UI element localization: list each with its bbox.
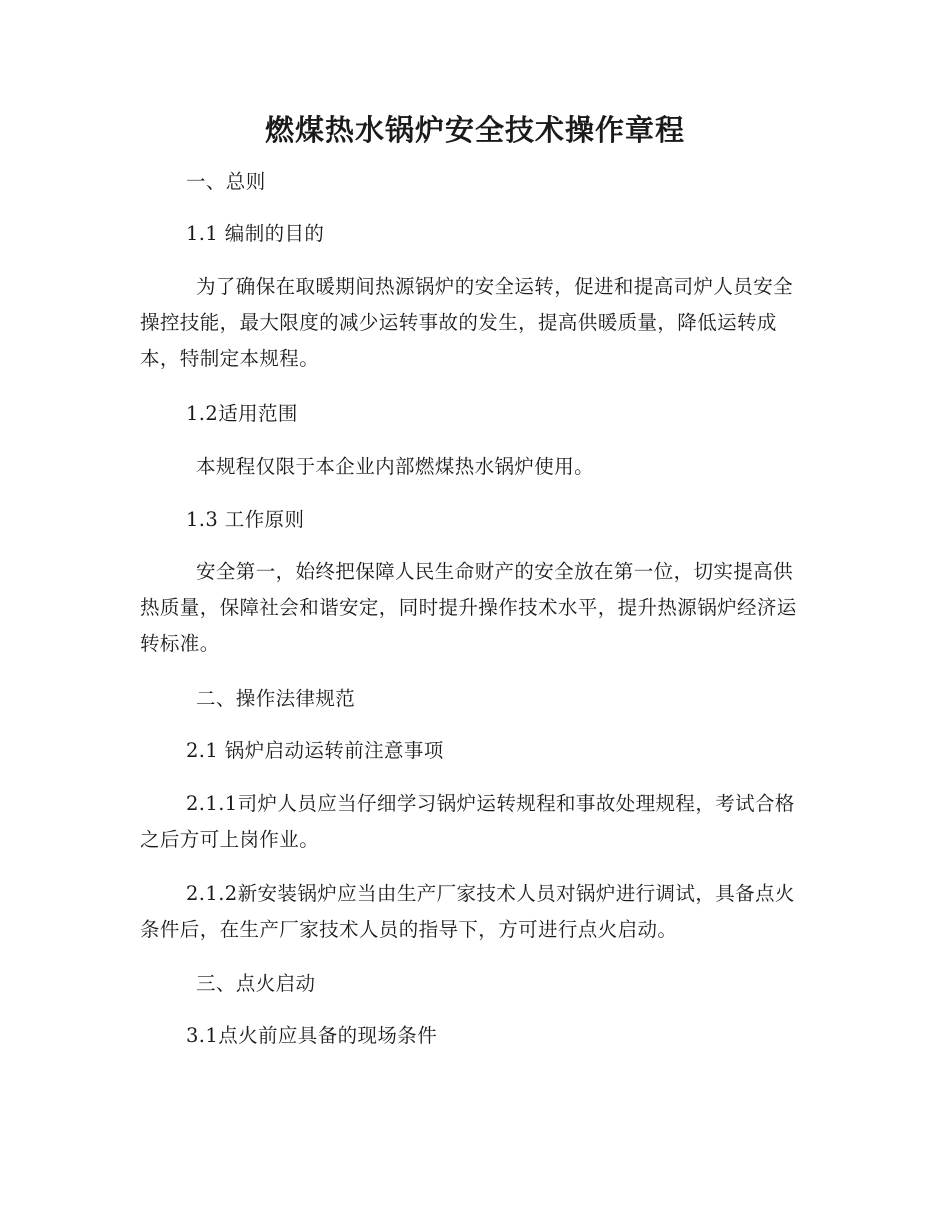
document-title: 燃煤热水锅炉安全技术操作章程: [264, 113, 685, 147]
subsection-1-3-paragraph: 安全第一，始终把保障人民生命财产的安全放在第一位，切实提高供热质量，保障社会和谐安定，同时提升操作技术水平，提升热源锅炉经济运转标准。: [140, 560, 797, 655]
subsection-1-1-heading: 1.1 编制的目的: [186, 222, 325, 245]
item-2-1-1-paragraph: 2.1.1司炉人员应当仔细学习锅炉运转规程和事故处理规程，考试合格之后方可上岗作业。: [140, 792, 795, 851]
item-2-1-2-paragraph: 2.1.2新安装锅炉应当由生产厂家技术人员对锅炉进行调试，具备点火条件后，在生产厂家技术人员的指导下，方可进行点火启动。: [140, 882, 795, 941]
subsection-1-3-heading: 1.3 工作原则: [186, 508, 305, 531]
section-1-heading: 一、总则: [186, 170, 266, 193]
subsection-1-2-paragraph: 本规程仅限于本企业内部燃煤热水锅炉使用。: [196, 455, 595, 478]
subsection-1-1-paragraph: 为了确保在取暖期间热源锅炉的安全运转，促进和提高司炉人员安全操控技能，最大限度的减少运转事故的发生，提高供暖质量，降低运转成本，特制定本规程。: [140, 275, 794, 370]
subsection-3-1-heading: 3.1点火前应具备的现场条件: [186, 1024, 438, 1047]
subsection-1-2-heading: 1.2适用范围: [186, 402, 298, 425]
section-3-heading: 三、点火启动: [196, 972, 316, 995]
section-2-heading: 二、操作法律规范: [196, 687, 356, 710]
subsection-2-1-heading: 2.1 锅炉启动运转前注意事项: [186, 739, 444, 762]
